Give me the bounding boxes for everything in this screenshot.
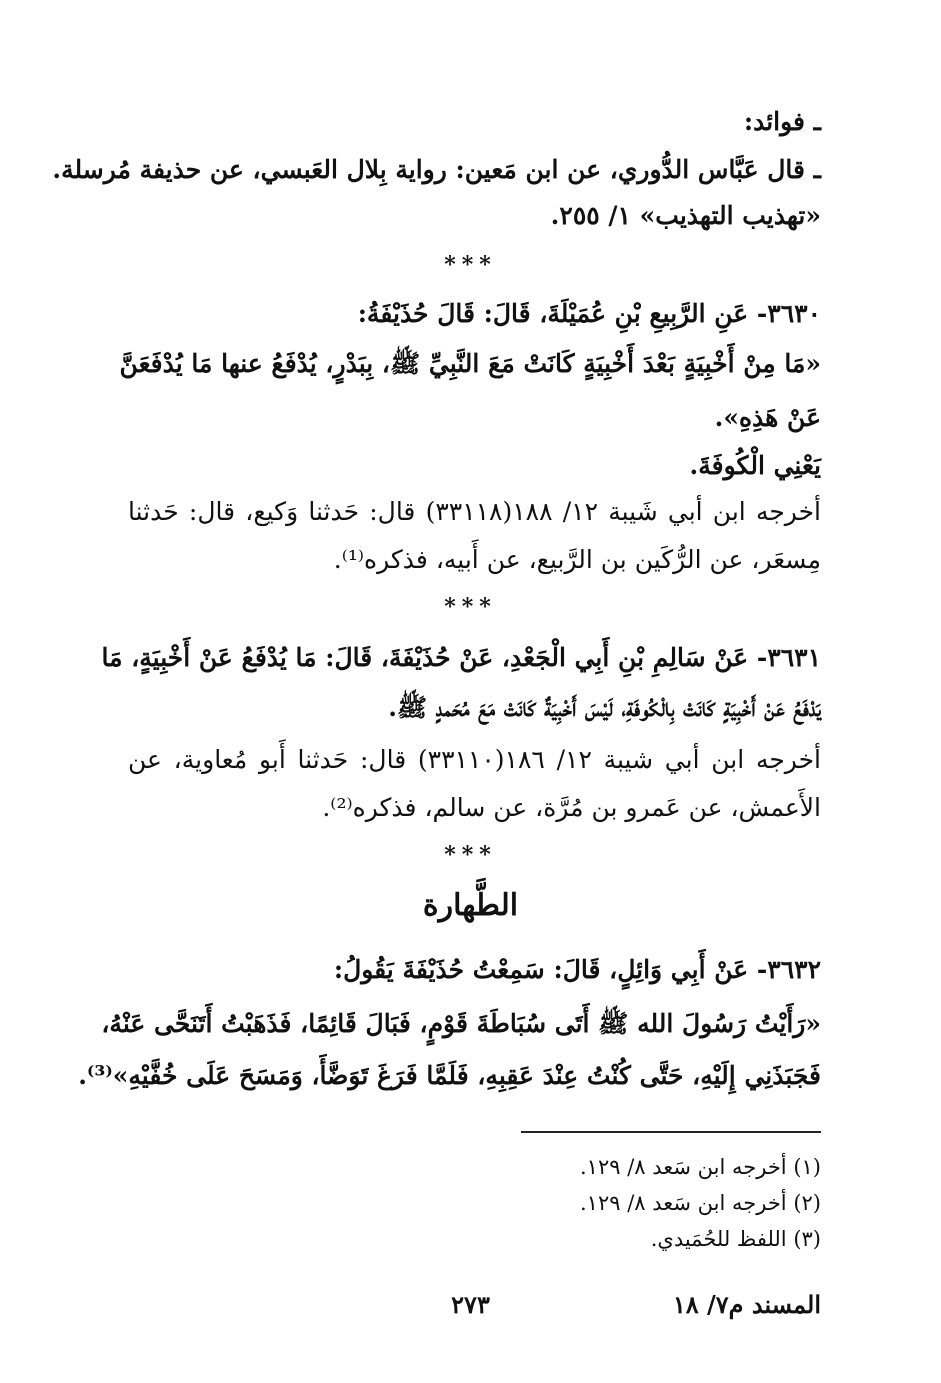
volume-mark: المسند م٧/ ١٨ bbox=[672, 1290, 821, 1319]
section-separator: *** bbox=[444, 594, 497, 620]
section-separator: *** bbox=[444, 842, 497, 868]
hadith-3630-takhrij: أخرجه ابن أبي شَيبة ١٢/ ١٨٨(٣٣١١٨) قال: حَدثنا وَكيع، قال: حَدثنا bbox=[128, 497, 821, 526]
hadith-3630-intro: ٣٦٣٠- عَنِ الرَّبِيعِ بْنِ عُمَيْلَةَ، قَالَ: قَالَ حُذَيْفَةُ: bbox=[357, 299, 821, 328]
page-number: ٢٧٣ bbox=[451, 1290, 490, 1319]
section-separator: *** bbox=[444, 252, 497, 278]
hadith-3632-intro: ٣٦٣٢- عَنْ أَبِي وَائِلٍ، قَالَ: سَمِعْتُ حُذَيْفَةَ يَقُولُ: bbox=[333, 955, 821, 984]
fawaid-line: ـ قال عَبَّاس الدُّوري، عن ابن مَعين: رواية بِلال العَبسي، عن حذيفة مُرسلة. bbox=[52, 155, 821, 184]
fawaid-heading: ـ فوائد: bbox=[743, 107, 821, 136]
hadith-3631-text: ٣٦٣١- عَنْ سَالِمِ بْنِ أَبِي الْجَعْدِ، عَنْ حُذَيْفَةَ، قَالَ: مَا يُدْفَعُ عَنْ أَخْبِيَةٍ، مَا bbox=[101, 643, 821, 672]
section-title: الطَّهارة bbox=[422, 888, 519, 923]
fawaid-source: «تهذيب التهذيب» ١/ ٢٥٥. bbox=[550, 201, 821, 230]
footnote: (١) أخرجه ابن سَعد ٨/ ١٢٩. bbox=[579, 1155, 821, 1179]
footnote: (٢) أخرجه ابن سَعد ٨/ ١٢٩. bbox=[579, 1191, 821, 1215]
footnote: (٣) اللفظ للحُمَيدي. bbox=[650, 1227, 821, 1251]
hadith-3632-text: «رَأَيْتُ رَسُولَ الله ﷺ أَتَى سُبَاطَةَ قَوْمٍ، فَبَالَ قَائِمًا، فَذَهَبْتُ أَتَنَحَّى عَنْهُ، bbox=[101, 1009, 821, 1038]
hadith-3631-text: يَدْفَعُ عَنْ أَخْبِيَةٍ كَانَتْ بِالْكُوفَةِ، لَيْسَ أَخْبِيَةٌ كَانَتْ مَعَ مُحَمدٍ ﷺ. bbox=[388, 693, 821, 722]
hadith-3631-takhrij: الأَعمش، عن عَمرو بن مُرَّة، عن سالم، فذكره⁽²⁾. bbox=[322, 793, 821, 822]
hadith-3632-text: فَجَبَذَنِي إِلَيْهِ، حَتَّى كُنْتُ عِنْدَ عَقِبِهِ، فَلَمَّا فَرَغَ تَوَضَّأَ، وَمَسَحَ عَلَى خُفَّيْهِ»⁽³⁾. bbox=[78, 1061, 821, 1090]
hadith-3631-takhrij: أخرجه ابن أبي شيبة ١٢/ ١٨٦(٣٣١١٠) قال: حَدثنا أَبو مُعاوية، عن bbox=[128, 745, 821, 774]
hadith-3630-explanation: يَعْنِي الْكُوفَةَ. bbox=[689, 451, 821, 480]
footnote-divider bbox=[521, 1131, 821, 1133]
hadith-3630-text: «مَا مِنْ أَخْبِيَةٍ بَعْدَ أَخْبِيَةٍ كَانَتْ مَعَ النَّبِيِّ ﷺ، بِبَدْرٍ، يُدْفَعُ عنها مَا يُدْفَعَنَّ bbox=[119, 349, 821, 378]
hadith-3630-takhrij: مِسعَر، عن الرُّكَين بن الرَّبيع، عن أَبيه، فذكره⁽¹⁾. bbox=[333, 545, 821, 574]
hadith-3630-text: عَنْ هَذِهِ». bbox=[714, 403, 821, 432]
